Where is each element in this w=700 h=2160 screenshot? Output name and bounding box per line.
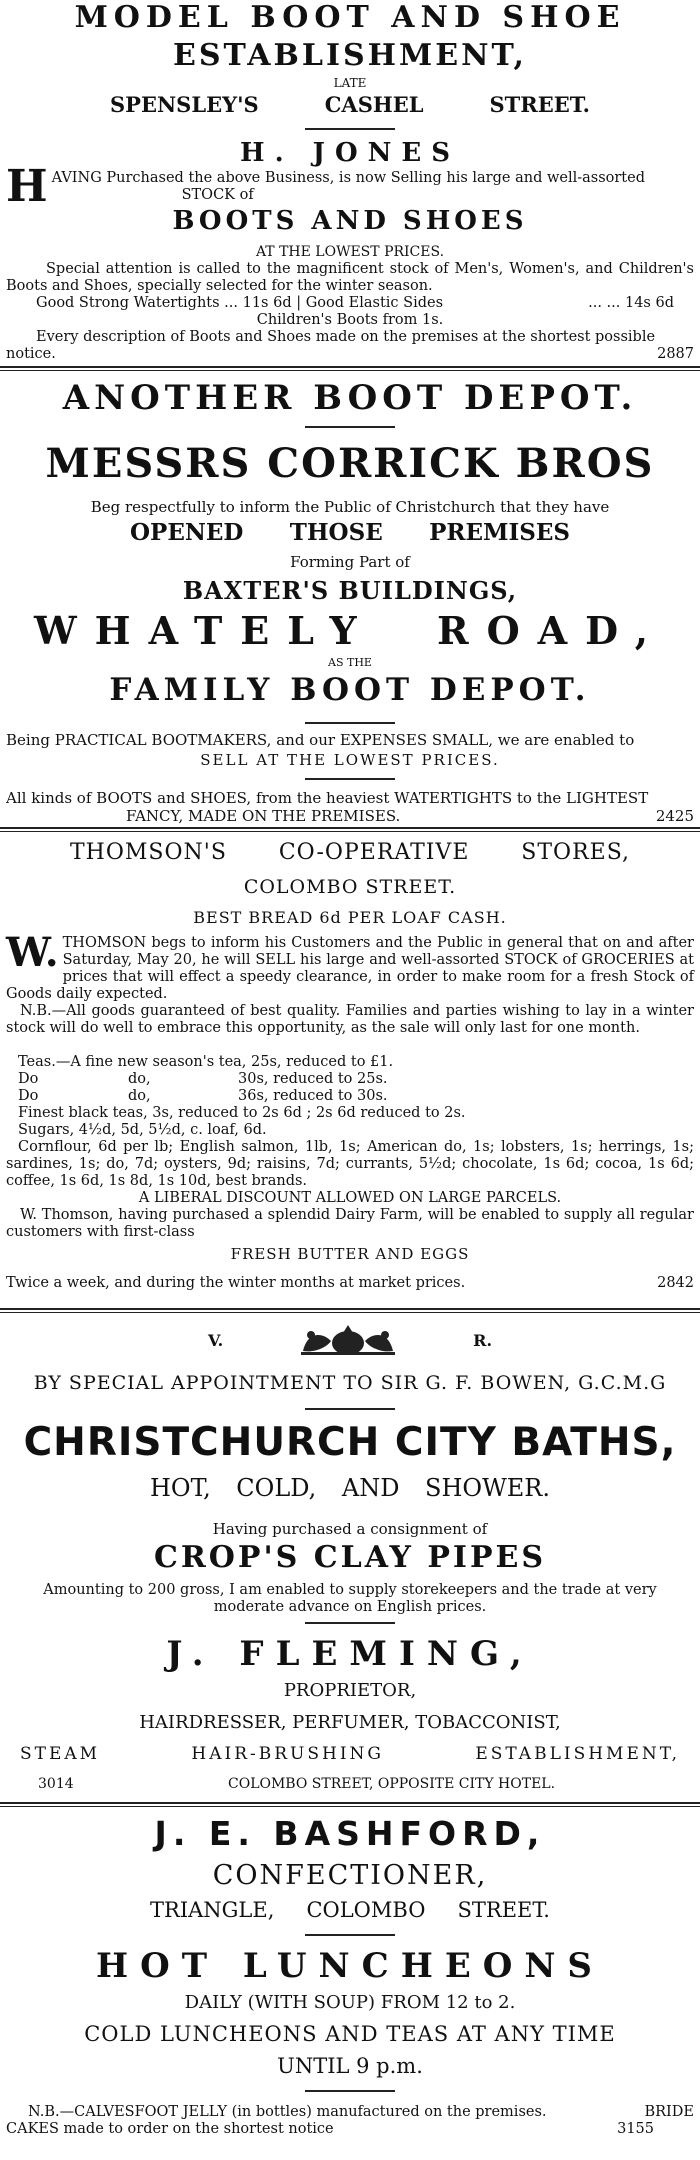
ad2-baxter: BAXTER'S BUILDINGS, [182, 576, 518, 605]
ad3-para-2: N.B.—All goods guaranteed of best quality. Families and parties wishing to lay in a winter stock will do well to embrace this opportunity, as the sale will only last for one month. [6, 1003, 694, 1036]
royal-crest-icon [293, 1323, 403, 1357]
tea-col: Do [18, 1088, 39, 1104]
letter-r: R. [473, 1330, 493, 1350]
divider [305, 1408, 395, 1410]
ad2-whately [0, 608, 700, 653]
ad1-intro [6, 161, 694, 212]
ad2-being-2: SELL AT THE LOWEST PRICES. [200, 751, 500, 769]
ad1-notice-row [6, 346, 694, 363]
tea-col: Do [18, 1071, 39, 1087]
tea-line [18, 1088, 694, 1105]
word: COLOMBO [306, 1898, 426, 1922]
word: HOT, [150, 1474, 211, 1502]
word: WHATELY [34, 608, 375, 653]
ad4-hot [0, 1474, 700, 1502]
ad3-finest: Finest black teas, 3s, reduced to 2s 6d ; 2s 6d reduced to 2s. [18, 1105, 466, 1121]
ad2-as-the: AS THE [328, 656, 372, 669]
word: HAIR-BRUSHING [191, 1744, 385, 1764]
drop-cap: W. [6, 929, 59, 976]
word: STREET. [489, 92, 590, 117]
ad-separator [0, 827, 700, 832]
address: COLOMBO STREET, OPPOSITE CITY HOTEL. [228, 1776, 556, 1792]
intro-line-1: AVING Purchased the above Business, is now Selling his large and well-assorted [51, 170, 646, 186]
word: THOSE [289, 519, 383, 546]
ad3-cornflour: Cornflour, 6d per lb; English salmon, 1lb, 1s; American do, 1s; lobsters, 1s; herrings, 1s; sardines, 1s; do, 7d; oysters, 9d; raisins, 7d; currants, 5½d; chocolate, 1s 6d; cocoa, 1s 6d; coffee, 1s 6d, 1s 8d, 1s 10d, best brands. [6, 1139, 694, 1189]
ad3-dairy: W. Thomson, having purchased a splendid Dairy Farm, will be enabled to supply all regular customers with first-class [6, 1207, 694, 1240]
word: AND [341, 1474, 400, 1502]
ad3-street: COLOMBO STREET. [243, 876, 457, 898]
ad2-beg: Beg respectfully to inform the Public of Christchurch that they have [90, 498, 610, 516]
word: STEAM [20, 1744, 101, 1764]
ad4-pipes: CROP'S CLAY PIPES [153, 1540, 547, 1575]
tea-col: do, [128, 1071, 151, 1087]
letter-v: V. [207, 1330, 224, 1350]
ad5-name: J. E. BASHFORD, [154, 1814, 546, 1853]
ad3-butter: FRESH BUTTER AND EGGS [230, 1245, 470, 1263]
ad4-fleming: J. FLEMING, [166, 1634, 534, 1674]
cakes: CAKES made to order on the shortest notice [6, 2121, 334, 2137]
ad3-discount: A LIBERAL DISCOUNT ALLOWED ON LARGE PARCELS. [138, 1190, 562, 1206]
ad1-every: Every description of Boots and Shoes made on the premises at the shortest possible [36, 329, 656, 345]
nb: N.B.—CALVESFOOT JELLY (in bottles) manufactured on the premises. [28, 2104, 547, 2120]
notice: notice. [6, 346, 56, 362]
ref-number: 2887 [657, 346, 694, 362]
ad4-prop: PROPRIETOR, [283, 1680, 417, 1701]
ad5-nb-row [6, 2104, 694, 2121]
ad4-royal-row [0, 1322, 700, 1358]
ad4-amounting: Amounting to 200 gross, I am enabled to supply storekeepers and the trade at very moderate advance on English prices. [43, 1582, 657, 1615]
word: PREMISES [429, 519, 570, 546]
ad1-spensley [0, 92, 700, 117]
ref-number: 3155 [617, 2121, 654, 2137]
tea-line: Teas.—A fine new season's tea, 25s, reduced to £1. [18, 1054, 394, 1070]
ad5-cold: COLD LUNCHEONS AND TEAS AT ANY TIME [84, 2022, 616, 2046]
ref-number: 3014 [38, 1776, 74, 1792]
ad1-special: Special attention is called to the magnificent stock of Men's, Women's, and Children's Boots and Shoes, specially selected for the winter season. [6, 261, 694, 294]
divider [305, 778, 395, 780]
ad2-headline: ANOTHER BOOT DEPOT. [62, 378, 638, 418]
ad3-title [0, 840, 700, 865]
ad4-steam [0, 1744, 700, 1764]
tea-line [18, 1071, 694, 1088]
ad1-title-2: ESTABLISHMENT, [173, 38, 527, 73]
ad5-until: UNTIL 9 p.m. [277, 2054, 423, 2078]
ad-separator [0, 366, 700, 371]
para-1-text: THOMSON begs to inform his Customers and the Public in general that on and after Saturday, May 20, he will SELL his large and well-assorted STOCK of GROCERIES at prices that will effect a speedy clearance, in order to make room for a fresh Stock of Goods daily expected. [6, 935, 694, 1002]
ad1-products: BOOTS AND SHOES [172, 206, 528, 236]
divider [305, 1934, 395, 1936]
ad3-bread: BEST BREAD 6d PER LOAF CASH. [193, 908, 507, 927]
ad1-late: LATE [333, 76, 367, 90]
ad5-address [0, 1898, 700, 1922]
word: ROAD, [437, 608, 666, 653]
word: SPENSLEY'S [110, 92, 259, 117]
ad1-lowest: AT THE LOWEST PRICES. [255, 244, 445, 260]
ad1-proprietor: H. JONES [240, 138, 460, 168]
divider [305, 1622, 395, 1624]
ad5-cakes-row [6, 2121, 694, 2138]
bride: BRIDE [644, 2104, 694, 2120]
ad5-daily: DAILY (WITH SOUP) FROM 12 to 2. [184, 1992, 516, 2013]
ad-separator [0, 1308, 700, 1313]
ad2-being-1: Being PRACTICAL BOOTMAKERS, and our EXPENSES SMALL, we are enabled to [6, 731, 635, 749]
ad2-family: FAMILY BOOT DEPOT. [109, 672, 591, 708]
ad5-hot: HOT LUNCHEONS [95, 1946, 604, 1986]
ad4-purchased: Having purchased a consignment of [212, 1520, 488, 1538]
ad2-all-2-row [6, 808, 694, 825]
intro-line-2: STOCK of [181, 187, 254, 203]
ref-number: 2425 [655, 807, 694, 825]
ad3-para-1 [6, 929, 694, 1003]
divider [305, 426, 395, 428]
word: OPENED [130, 519, 244, 546]
divider [305, 2090, 395, 2092]
drop-cap: H [6, 161, 48, 212]
word: TRIANGLE, [150, 1898, 275, 1922]
word: STORES, [521, 840, 630, 865]
word: COLD, [236, 1474, 317, 1502]
ad1-childrens: Children's Boots from 1s. [256, 312, 444, 328]
word: ESTABLISHMENT, [475, 1744, 680, 1764]
ad5-trade: CONFECTIONER, [212, 1860, 488, 1891]
word: THOMSON'S [70, 840, 227, 865]
ad3-sugars: Sugars, 4½d, 5d, 5½d, c. loaf, 6d. [18, 1122, 267, 1138]
ad4-appointment: BY SPECIAL APPOINTMENT TO SIR G. F. BOWEN, G.C.M.G [33, 1372, 667, 1394]
ad1-title-1: MODEL BOOT AND SHOE [74, 0, 626, 35]
word: CO-OPERATIVE [278, 840, 470, 865]
tea-col: do, [128, 1088, 151, 1104]
ad4-baths: CHRISTCHURCH CITY BATHS, [23, 1420, 677, 1465]
ad3-twice-row [6, 1275, 694, 1292]
divider [305, 722, 395, 724]
ad1-prices [6, 295, 694, 312]
ad2-opened [0, 519, 700, 546]
all-2: FANCY, MADE ON THE PREMISES. [126, 807, 401, 825]
price-right: ... ... 14s 6d [588, 295, 674, 311]
ref-number: 2842 [657, 1275, 694, 1291]
ad2-firm: MESSRS CORRICK BROS [45, 440, 655, 487]
ad4-trades: HAIRDRESSER, PERFUMER, TOBACCONIST, [139, 1712, 561, 1733]
word: CASHEL [324, 92, 424, 117]
tea-col: 36s, reduced to 30s. [238, 1088, 388, 1104]
ad3-teas [6, 1054, 694, 1105]
ad2-all-1: All kinds of BOOTS and SHOES, from the heaviest WATERTIGHTS to the LIGHTEST [6, 789, 649, 807]
price-left: Good Strong Watertights ... 11s 6d | Good Elastic Sides [36, 295, 444, 311]
tea-col: 30s, reduced to 25s. [238, 1071, 388, 1087]
word: STREET. [457, 1898, 550, 1922]
ad2-forming: Forming Part of [290, 553, 410, 571]
word: SHOWER. [425, 1474, 550, 1502]
ad-separator [0, 1802, 700, 1807]
twice: Twice a week, and during the winter months at market prices. [6, 1275, 466, 1291]
divider [305, 128, 395, 130]
